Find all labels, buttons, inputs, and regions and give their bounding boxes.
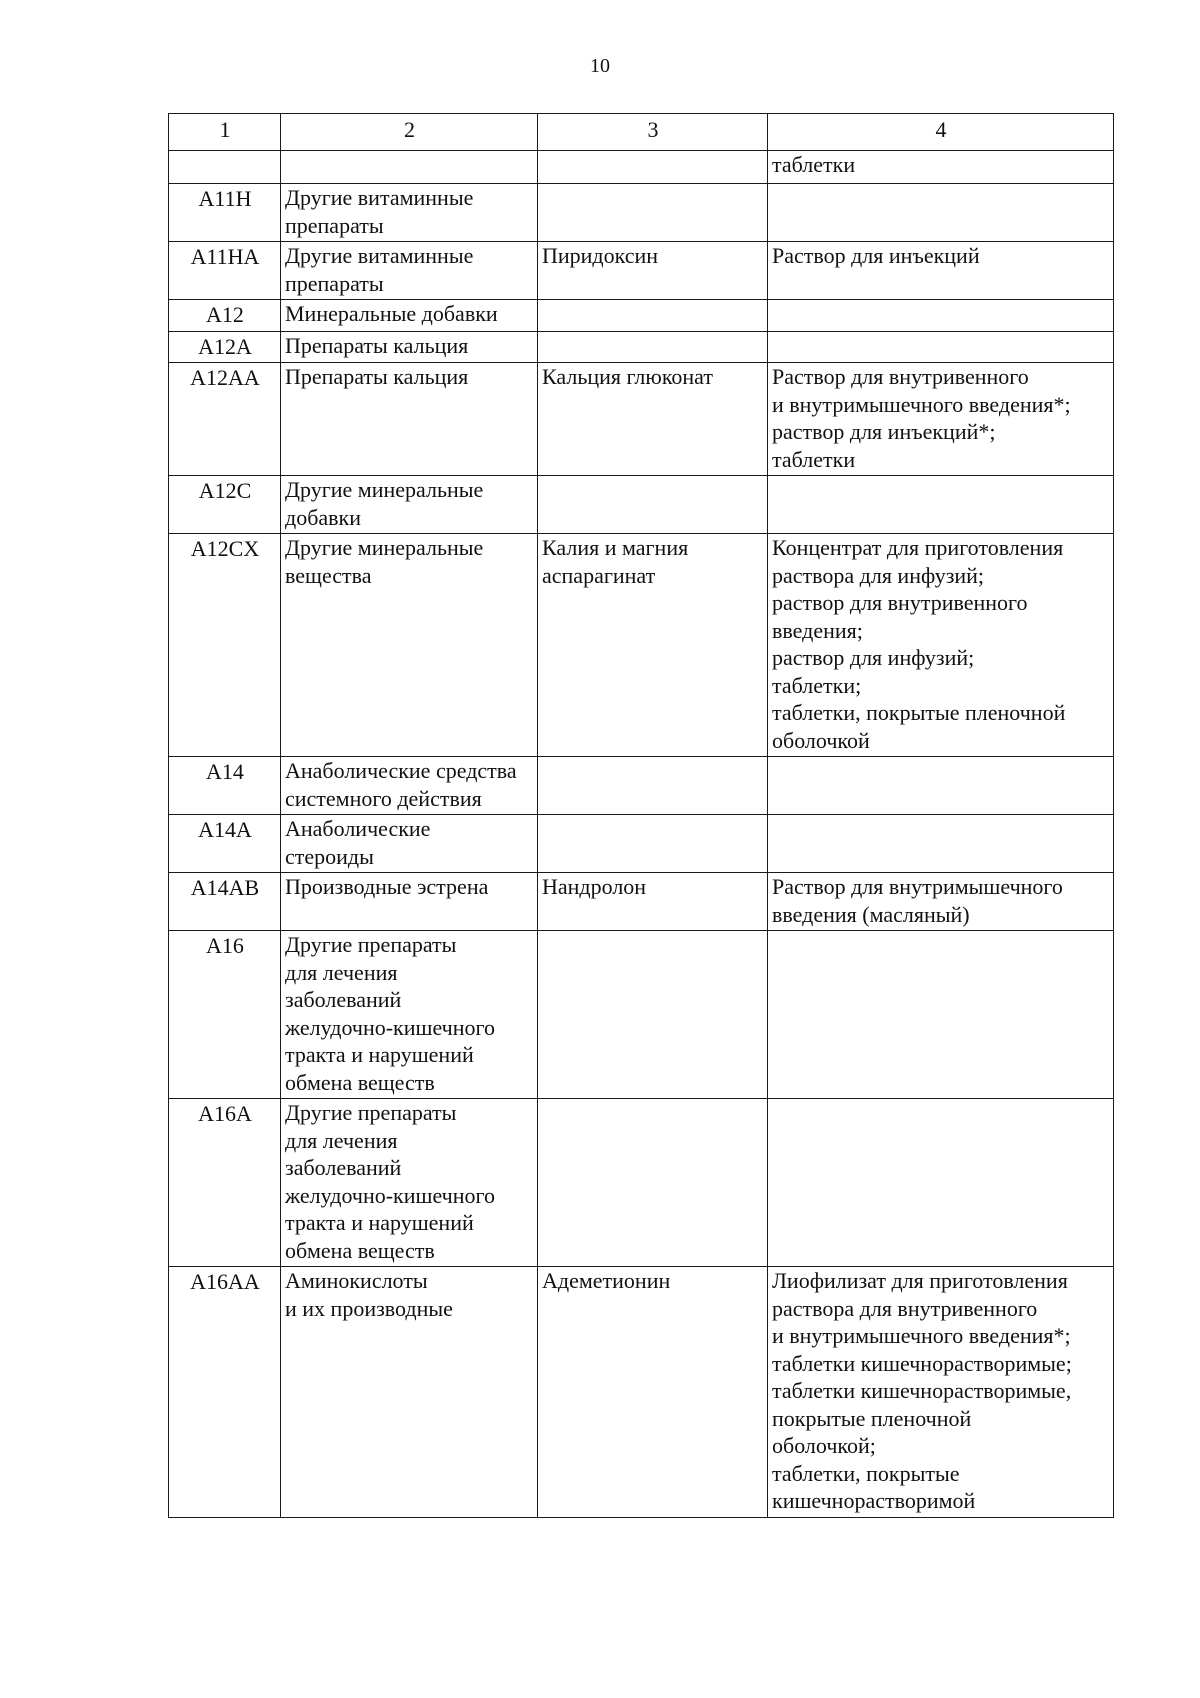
cell-text-line: Пиридоксин (542, 243, 659, 268)
atc-code-cell: A11H (169, 184, 281, 242)
table-row (169, 331, 1114, 363)
cell-text-line: препараты (285, 212, 384, 238)
table-row (169, 1267, 1114, 1518)
anatomical-group-cell (281, 1267, 538, 1518)
dosage-form-cell (768, 151, 1114, 184)
anatomical-group-cell (281, 815, 538, 873)
dosage-form-cell (768, 534, 1114, 757)
drug-name-cell (538, 1267, 768, 1518)
cell-text-line: и внутримышечного введения*; (772, 391, 1071, 417)
anatomical-group-cell (281, 151, 538, 184)
cell-text-line: Кальция глюконат (542, 364, 713, 389)
cell-text-line: таблетки; (772, 672, 862, 698)
anatomical-group-cell (281, 931, 538, 1099)
cell-text-line: тракта и нарушений (285, 1042, 474, 1067)
dosage-form-cell (768, 815, 1114, 873)
atc-code-cell: A16AA (169, 1267, 281, 1518)
cell-text-line: введения (масляный) (772, 901, 970, 927)
cell-text-line: желудочно-кишечного (285, 1182, 495, 1208)
cell-text-line: таблетки (772, 446, 856, 472)
anatomical-group-cell (281, 331, 538, 363)
dosage-form-cell (768, 300, 1114, 332)
cell-text-line: Раствор для внутривенного (772, 364, 1029, 389)
cell-text-line: раствор для инфузий; (772, 645, 975, 670)
table-row (169, 476, 1114, 534)
medication-table (168, 113, 1114, 1518)
cell-text-line: покрытые пленочной (772, 1405, 972, 1431)
cell-text-line: таблетки кишечнорастворимые; (772, 1350, 1072, 1376)
atc-code-cell: A12A (169, 331, 281, 363)
cell-text-line: тракта и нарушений (285, 1210, 474, 1235)
cell-text-line: раствор для инъекций*; (772, 419, 996, 444)
atc-code-cell: A12CX (169, 534, 281, 757)
column-header-4: 4 (768, 114, 1114, 151)
table-row (169, 184, 1114, 242)
table-row (169, 873, 1114, 931)
cell-text-line: оболочкой; (772, 1433, 876, 1458)
anatomical-group-cell (281, 300, 538, 332)
cell-text-line: Нандролон (542, 874, 647, 899)
cell-text-line: системного действия (285, 785, 482, 811)
column-header-1: 1 (169, 114, 281, 151)
atc-code-cell: A14AB (169, 873, 281, 931)
drug-name-cell (538, 300, 768, 332)
cell-text-line: таблетки, покрытые пленочной (772, 700, 1066, 725)
dosage-form-cell (768, 1267, 1114, 1518)
atc-code-cell: A12AA (169, 363, 281, 476)
cell-text-line: Другие препараты (285, 932, 457, 957)
cell-text-line: Лиофилизат для приготовления (772, 1268, 1068, 1293)
cell-text-line: Минеральные добавки (285, 301, 498, 326)
cell-text-line: таблетки (772, 152, 856, 177)
column-header-2: 2 (281, 114, 538, 151)
cell-text-line: аспарагинат (542, 562, 656, 588)
anatomical-group-cell (281, 873, 538, 931)
dosage-form-cell (768, 476, 1114, 534)
dosage-form-cell (768, 363, 1114, 476)
table-row (169, 815, 1114, 873)
anatomical-group-cell (281, 757, 538, 815)
column-header-3: 3 (538, 114, 768, 151)
atc-code-cell (169, 151, 281, 184)
cell-text-line: Концентрат для приготовления (772, 535, 1064, 560)
drug-name-cell (538, 534, 768, 757)
cell-text-line: Другие витаминные (285, 185, 474, 210)
cell-text-line: заболеваний (285, 987, 402, 1012)
drug-name-cell (538, 476, 768, 534)
drug-name-cell (538, 242, 768, 300)
dosage-form-cell (768, 184, 1114, 242)
table-row (169, 242, 1114, 300)
cell-text-line: кишечнорастворимой (772, 1488, 976, 1513)
table-header-row (169, 114, 1114, 151)
cell-text-line: для лечения (285, 1127, 398, 1153)
drug-name-cell (538, 363, 768, 476)
cell-text-line: Другие минеральные (285, 535, 484, 560)
drug-name-cell (538, 931, 768, 1099)
atc-code-cell: A11HA (169, 242, 281, 300)
cell-text-line: Другие препараты (285, 1100, 457, 1125)
dosage-form-cell (768, 931, 1114, 1099)
drug-name-cell (538, 151, 768, 184)
drug-name-cell (538, 184, 768, 242)
dosage-form-cell (768, 331, 1114, 363)
atc-code-cell: A16 (169, 931, 281, 1099)
drug-name-cell (538, 757, 768, 815)
cell-text-line: стероиды (285, 843, 374, 869)
cell-text-line: раствора для инфузий; (772, 562, 985, 588)
anatomical-group-cell (281, 242, 538, 300)
dosage-form-cell (768, 873, 1114, 931)
atc-code-cell: A14 (169, 757, 281, 815)
cell-text-line: и их производные (285, 1295, 453, 1321)
cell-text-line: Аминокислоты (285, 1268, 428, 1293)
drug-name-cell (538, 815, 768, 873)
anatomical-group-cell (281, 1099, 538, 1267)
drug-name-cell (538, 873, 768, 931)
cell-text-line: и внутримышечного введения*; (772, 1323, 1071, 1348)
atc-code-cell: A12 (169, 300, 281, 332)
cell-text-line: Препараты кальция (285, 332, 469, 358)
anatomical-group-cell (281, 534, 538, 757)
drug-name-cell (538, 1099, 768, 1267)
table-row (169, 534, 1114, 757)
cell-text-line: Калия и магния (542, 535, 689, 560)
dosage-form-cell (768, 242, 1114, 300)
table-row (169, 151, 1114, 184)
cell-text-line: Раствор для внутримышечного (772, 874, 1063, 899)
cell-text-line: желудочно-кишечного (285, 1014, 495, 1040)
page-number: 10 (590, 55, 610, 77)
cell-text-line: заболеваний (285, 1155, 402, 1180)
cell-text-line: Анаболические средства (285, 758, 517, 783)
anatomical-group-cell (281, 476, 538, 534)
atc-code-cell: A16A (169, 1099, 281, 1267)
dosage-form-cell (768, 1099, 1114, 1267)
atc-code-cell: A12C (169, 476, 281, 534)
atc-code-cell: A14A (169, 815, 281, 873)
table-row (169, 300, 1114, 332)
cell-text-line: Производные эстрена (285, 874, 489, 899)
cell-text-line: раствора для внутривенного (772, 1295, 1038, 1321)
table-row (169, 931, 1114, 1099)
cell-text-line: обмена веществ (285, 1237, 435, 1263)
cell-text-line: оболочкой (772, 727, 870, 753)
cell-text-line: раствор для внутривенного (772, 590, 1028, 615)
cell-text-line: обмена веществ (285, 1069, 435, 1095)
table-row (169, 757, 1114, 815)
cell-text-line: Препараты кальция (285, 364, 469, 389)
cell-text-line: таблетки, покрытые (772, 1460, 960, 1486)
dosage-form-cell (768, 757, 1114, 815)
cell-text-line: Адеметионин (542, 1268, 671, 1293)
cell-text-line: Другие минеральные (285, 477, 484, 502)
anatomical-group-cell (281, 184, 538, 242)
table-row (169, 1099, 1114, 1267)
cell-text-line: Другие витаминные (285, 243, 474, 268)
cell-text-line: добавки (285, 504, 362, 530)
anatomical-group-cell (281, 363, 538, 476)
cell-text-line: Анаболические (285, 816, 431, 841)
cell-text-line: введения; (772, 617, 863, 643)
table-row (169, 363, 1114, 476)
cell-text-line: препараты (285, 270, 384, 296)
cell-text-line: для лечения (285, 959, 398, 985)
drug-name-cell (538, 331, 768, 363)
cell-text-line: вещества (285, 562, 372, 588)
table-body (169, 151, 1114, 1518)
cell-text-line: Раствор для инъекций (772, 243, 980, 268)
cell-text-line: таблетки кишечнорастворимые, (772, 1378, 1072, 1403)
